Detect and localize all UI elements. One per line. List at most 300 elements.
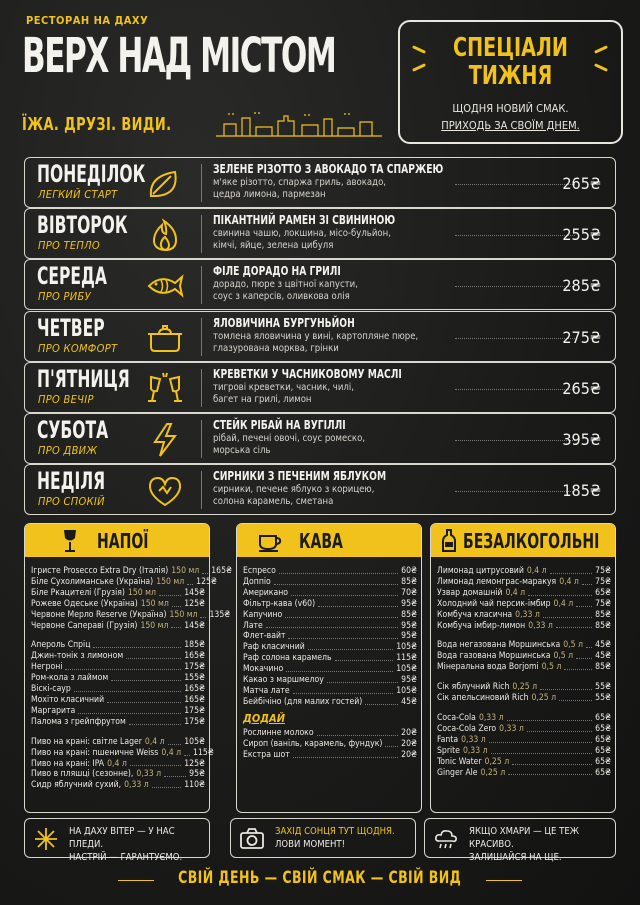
dish-desc-line: багет на грилі, лимон (213, 393, 312, 405)
divider (201, 471, 202, 509)
item-price: 65₴ (595, 587, 611, 598)
item-name: Какао з маршмелоу (243, 675, 324, 686)
menu-item (31, 651, 205, 662)
dot-leader (491, 746, 593, 754)
divider (201, 369, 202, 407)
specials-title-line2: ТИЖНЯ (468, 61, 553, 91)
item-price: 60₴ (401, 566, 417, 576)
dish-price: 185₴ (562, 481, 601, 501)
item-qty: 150 мл (171, 566, 200, 576)
dot-leader (159, 588, 181, 596)
item-qty: 0,25 л (512, 682, 538, 693)
dot-leader (172, 599, 181, 607)
dot-leader (266, 621, 398, 629)
item-qty: 0,33 л (499, 723, 524, 734)
dot-leader (286, 664, 393, 672)
item-price: 65₴ (595, 756, 611, 767)
item-qty: 0,25 л (484, 756, 510, 767)
specials-sub-line2: ПРИХОДЬ ЗА СВОЇМ ДНЕМ. (441, 119, 580, 132)
item-name: Матча лате (243, 685, 290, 696)
skyline-icon (214, 110, 384, 138)
item-qty: 0,33 л (478, 712, 504, 723)
item-price: 65₴ (595, 712, 611, 723)
drinks-header (25, 524, 209, 557)
item-name: Джин-тонік з лимоном (31, 651, 124, 662)
dot-leader (274, 577, 398, 585)
specials-box (398, 20, 623, 144)
item-name: Лимонад лемонграс-маракуя (437, 576, 557, 587)
footer-line-right (486, 880, 522, 881)
day-name: ВІВТОРОК (37, 211, 128, 240)
dot-leader (543, 610, 592, 618)
note-wind (24, 818, 210, 863)
item-price: 175₴ (184, 662, 205, 673)
menu-item (437, 640, 611, 651)
day-name: НЕДІЛЯ (37, 467, 106, 496)
menu-item (437, 566, 611, 577)
spacer (437, 631, 611, 640)
item-name: Холодний чай персик-імбир (437, 598, 551, 609)
dish-desc-line: тигрові креветки, часник, чилі, (213, 381, 354, 393)
item-price: 85₴ (401, 576, 417, 587)
item-qty: 0,25 л (480, 767, 506, 778)
leaf-icon (145, 166, 185, 202)
item-name: Пиво на крані: світле Lager (31, 736, 142, 747)
dish-desc-line: кімчі, яйце, зелена цибуля (213, 240, 334, 252)
item-price: 65₴ (595, 745, 611, 756)
item-name: Tonic Water (437, 756, 482, 767)
item-price: 175₴ (184, 705, 205, 716)
dish-name: СИРНИКИ З ПЕЧЕНИМ ЯБЛУКОМ (213, 469, 387, 484)
item-qty: 0,4 л (107, 758, 127, 769)
menu-item (437, 588, 611, 599)
item-price: 175₴ (184, 716, 205, 727)
item-qty: 0,33 л (136, 769, 162, 780)
dish-name: ПІКАНТНИЙ РАМЕН ЗІ СВИНИНОЮ (213, 213, 396, 228)
menu-item (31, 588, 205, 599)
dot-leader (327, 675, 398, 683)
spacer (437, 704, 611, 713)
menu-item (243, 599, 417, 610)
item-price: 95₴ (401, 620, 417, 631)
item-price: 135₴ (209, 609, 231, 620)
coffee-list (243, 566, 417, 761)
dish-price: 285₴ (562, 276, 601, 296)
menu-item (437, 768, 611, 779)
item-qty: 0,5 л (541, 662, 562, 673)
menu-item (437, 662, 611, 673)
item-name: Раф солона карамель (243, 653, 332, 664)
item-name: Віскі-саур (31, 684, 71, 695)
menu-item (31, 599, 205, 610)
bottle-icon (441, 529, 457, 553)
item-name: Апероль Спріц (31, 640, 91, 651)
item-name: Червоне Сапераві (Грузія) (31, 620, 138, 631)
item-name: Рожеве Одеське (Україна) (31, 598, 138, 609)
drinks-section (24, 523, 232, 813)
item-name: Еспресо (243, 566, 276, 576)
week-row (24, 362, 616, 413)
item-price: 95₴ (401, 675, 417, 686)
menu-item (31, 684, 205, 695)
dish-description (213, 433, 443, 457)
item-qty: 150 мл (140, 598, 169, 609)
dot-leader (507, 713, 593, 721)
day-subtitle: ПРО ДВИЖ (38, 444, 98, 457)
dot-leader (293, 750, 398, 758)
drinks-list (31, 566, 232, 791)
dot-leader (126, 651, 181, 659)
divider (201, 318, 202, 356)
menu-item (31, 695, 205, 706)
pot-icon (145, 320, 185, 356)
item-price: 55₴ (595, 693, 611, 704)
menu-item (243, 566, 417, 577)
item-name: Coca-Cola (437, 712, 476, 723)
week-row (24, 157, 616, 208)
dot-leader (365, 697, 398, 705)
item-name: Американо (243, 587, 289, 598)
dish-desc-line: рібай, печені овочі, соус ромеско, (213, 433, 366, 444)
item-qty: 150 мл (127, 587, 156, 598)
item-price: 70₴ (401, 587, 417, 598)
dot-leader (564, 662, 592, 670)
menu-item (437, 724, 611, 735)
item-price: 45₴ (595, 651, 611, 662)
dish-desc-line: сирники, печене яблуко з корицею, (213, 484, 375, 496)
item-name: Біле Сухолиманське (Україна) (31, 576, 154, 587)
specials-sub-line1: ЩОДНЯ НОВИЙ СМАК. (452, 102, 569, 115)
item-name: Комбуча класична (437, 609, 513, 620)
item-price: 125₴ (196, 576, 217, 587)
item-name: Екстра шот (243, 749, 290, 760)
item-price: 65₴ (595, 723, 611, 734)
dot-leader (317, 728, 399, 736)
item-price: 45₴ (595, 640, 611, 651)
item-qty: 150 мл (169, 609, 198, 620)
menu-item (243, 686, 417, 697)
dot-leader (582, 577, 592, 585)
dot-leader (65, 662, 181, 670)
dish-desc-line: дорадо, пюре з цвітної капусти, (213, 279, 358, 291)
dot-leader (202, 566, 208, 574)
dish-desc-line: морська сіль (213, 445, 271, 456)
dot-leader (455, 286, 575, 287)
dot-leader (130, 759, 181, 767)
note-line: ЗАХІД СОНЦЯ ТУТ ЩОДНЯ. (275, 826, 395, 837)
item-price: 165₴ (211, 566, 232, 576)
dish-description (213, 228, 443, 252)
item-name: Сік яблучний Rich (437, 682, 510, 693)
item-price: 95₴ (401, 598, 417, 609)
coffee-header (237, 524, 421, 557)
item-price: 165₴ (184, 684, 205, 695)
item-name: Комбуча імбир-лимон (437, 620, 526, 631)
dish-price: 395₴ (562, 430, 601, 449)
dot-leader (171, 621, 181, 629)
item-price: 115₴ (193, 747, 214, 758)
item-qty: 0,33 л (462, 745, 488, 756)
day-subtitle: ПРО РИБУ (38, 290, 91, 304)
menu-item (243, 642, 417, 653)
item-name: Палома з грейпфрутом (31, 716, 126, 727)
specials-title (420, 34, 601, 90)
dot-leader (335, 653, 394, 661)
item-qty: 0,4 л (526, 566, 547, 576)
coffee-title: КАВА (299, 529, 343, 553)
item-qty: 0,33 л (124, 780, 149, 791)
week-row (24, 259, 616, 310)
page-title: ВЕРХ НАД МІСТОМ (22, 28, 336, 84)
day-subtitle: ПРО СПОКІЙ (38, 495, 105, 509)
dish-price: 255₴ (562, 225, 601, 245)
item-name: Негроні (31, 662, 63, 673)
item-name: Ром-кола з лаймом (31, 673, 109, 684)
dot-leader (291, 588, 398, 596)
dot-leader (279, 566, 398, 574)
menu-item (437, 746, 611, 757)
week-row (24, 464, 616, 515)
menu-item (31, 662, 205, 673)
item-price: 145₴ (184, 587, 205, 598)
footer-slogan (0, 868, 640, 888)
item-name: Мокачино (243, 664, 284, 675)
item-price: 95₴ (401, 631, 417, 642)
menu-item (243, 631, 417, 642)
item-price: 85₴ (595, 609, 611, 620)
cheers-icon (145, 371, 185, 407)
item-price: 20₴ (401, 749, 417, 760)
day-name: СЕРЕДА (37, 262, 107, 291)
dot-leader (111, 673, 181, 681)
specials-subtitle (400, 100, 621, 134)
item-name: Sprite (437, 745, 460, 756)
menu-item (243, 675, 417, 686)
dot-leader (107, 695, 181, 703)
item-price: 105₴ (396, 642, 417, 653)
menu-item (243, 739, 417, 750)
note-line: НА ДАХУ ВІТЕР — У НАС ПЛЕДИ. (69, 826, 175, 850)
item-qty: 0,33 л (528, 620, 553, 631)
day-name: ПОНЕДІЛОК (37, 160, 146, 188)
item-price: 145₴ (184, 620, 205, 631)
dot-leader (559, 693, 592, 701)
menu-item (31, 673, 205, 684)
dot-leader (184, 748, 190, 756)
dot-leader (455, 235, 575, 236)
item-price: 165₴ (184, 694, 205, 705)
note-line: ЯКЩО ХМАРИ — ЦЕ ТЕЖ КРАСИВО. (469, 826, 579, 850)
spacer (31, 631, 205, 640)
note-wind-text (69, 825, 207, 864)
dish-description (213, 484, 443, 508)
menu-item (31, 717, 205, 728)
menu-item (31, 759, 205, 770)
item-name: Фільтр-кава (v60) (243, 598, 316, 609)
drinks-title: НАПОЇ (97, 529, 149, 553)
soft-drinks-title: БЕЗАЛКОГОЛЬНІ (463, 529, 600, 553)
specials-title-line1: СПЕЦІАЛИ (452, 33, 568, 63)
dot-leader (152, 780, 182, 788)
menu-item (31, 737, 205, 748)
week-row (24, 208, 616, 259)
item-price: 95₴ (189, 769, 205, 780)
day-subtitle: ПРО ВЕЧІР (38, 392, 94, 406)
item-price: 20₴ (401, 738, 417, 749)
dot-leader (455, 440, 575, 441)
item-price: 85₴ (595, 620, 611, 631)
dot-leader (318, 599, 398, 607)
dot-leader (168, 737, 182, 745)
item-name: Coca-Cola Zero (437, 723, 497, 734)
dot-leader (93, 640, 181, 648)
menu-item (31, 576, 217, 588)
menu-item (31, 747, 214, 759)
item-name: Узвар домашній (437, 587, 503, 598)
item-price: 75₴ (595, 598, 611, 609)
lightning-icon (145, 422, 185, 458)
wine-glass-icon (59, 529, 81, 553)
item-price: 155₴ (184, 673, 205, 684)
dot-leader (164, 769, 186, 777)
dish-description (213, 177, 443, 201)
dot-leader (455, 389, 575, 390)
dish-name: ФІЛЕ ДОРАДО НА ГРИЛІ (213, 264, 341, 279)
item-price: 105₴ (184, 736, 205, 747)
menu-item (437, 610, 611, 621)
dot-leader (129, 717, 181, 725)
cloud-rain-icon (433, 826, 459, 852)
item-name: Вода негазована Моршинська (437, 640, 561, 651)
menu-item (437, 693, 611, 704)
dot-leader (78, 706, 181, 714)
fish-icon (145, 268, 185, 304)
addons-title: ДОДАЙ (243, 711, 285, 725)
menu-item (437, 682, 611, 693)
item-price: 55₴ (595, 682, 611, 693)
item-qty: 0,4 л (559, 576, 579, 587)
menu-item (31, 640, 205, 651)
note-line: ЛОВИ МОМЕНТ! (275, 839, 346, 850)
menu-item (31, 566, 232, 577)
menu-item (243, 653, 417, 664)
week-row (24, 413, 616, 464)
day-subtitle: ПРО КОМФОРТ (38, 341, 118, 355)
item-name: Лате (243, 620, 263, 631)
menu-item (243, 728, 417, 739)
soft-drinks-header (431, 524, 615, 557)
dot-leader (576, 651, 592, 659)
item-name: Ginger Ale (437, 767, 478, 778)
dish-desc-line: соус з каперсів, оливкова олія (213, 291, 350, 303)
note-line: ЗАЛИШАЙСЯ НА ЩЕ. (469, 852, 562, 863)
soft-drinks-section (430, 523, 616, 813)
dot-leader (512, 757, 592, 765)
item-qty: 0,25 л (531, 693, 557, 704)
coffee-section (236, 523, 422, 813)
dot-leader (550, 566, 593, 574)
dot-leader (288, 631, 398, 639)
item-name: Червоне Мерло Reserve (Україна) (31, 609, 167, 620)
dot-leader (285, 610, 398, 618)
item-qty: 0,5 л (563, 640, 583, 651)
menu-item (437, 713, 611, 724)
day-name: СУБОТА (37, 416, 109, 444)
item-name: Доппіо (243, 576, 271, 587)
menu-item (243, 750, 417, 761)
item-qty: 0,5 л (553, 651, 574, 662)
dish-price: 265₴ (562, 174, 601, 193)
menu-item (31, 769, 205, 780)
dot-leader (556, 621, 592, 629)
item-name: Капучино (243, 609, 283, 620)
menu-item (437, 599, 611, 610)
item-name: Вода газована Моршинська (437, 651, 551, 662)
dot-leader (455, 184, 575, 185)
divider (201, 266, 202, 304)
flame-icon (145, 217, 185, 253)
day-name: П'ЯТНИЦЯ (37, 364, 130, 393)
menu-item (437, 757, 611, 768)
dish-desc-line: м'яке різотто, спаржа гриль, авокадо, (213, 177, 387, 188)
item-name: Ігристе Prosecco Extra Dry (Італія) (31, 566, 169, 576)
dot-leader (308, 642, 393, 650)
divider (201, 215, 202, 253)
item-qty: 150 мл (156, 576, 185, 587)
dot-leader (385, 739, 398, 747)
dish-description (213, 382, 443, 406)
dish-desc-line: глазурована морква, грінки (213, 342, 339, 354)
dot-leader (527, 724, 592, 732)
item-name: Пиво на крані: IPA (31, 758, 105, 769)
dot-leader (200, 610, 206, 618)
item-name: Маргарита (31, 705, 76, 716)
dot-leader (528, 588, 592, 596)
dish-name: КРЕВЕТКИ У ЧАСНИКОВОМУ МАСЛІ (213, 366, 402, 381)
note-sunset-text (275, 825, 413, 851)
menu-item (437, 735, 611, 746)
item-qty: 0,4 л (505, 587, 526, 598)
note-sunset (230, 818, 416, 858)
item-price: 125₴ (184, 758, 205, 769)
item-price: 105₴ (396, 664, 417, 675)
menu-item (31, 780, 205, 791)
day-name: ЧЕТВЕР (37, 313, 105, 342)
divider (201, 420, 202, 458)
item-price: 185₴ (184, 640, 205, 651)
item-name: Мінеральна вода Borjomi (437, 662, 539, 673)
item-name: Рослинне молоко (243, 727, 314, 738)
menu-item (31, 621, 205, 632)
day-subtitle: ПРО ТЕПЛО (38, 239, 101, 253)
menu-item (437, 651, 611, 662)
item-price: 85₴ (401, 609, 417, 620)
dot-leader (455, 491, 575, 492)
item-price: 125₴ (184, 598, 205, 609)
menu-item (437, 621, 611, 632)
dish-name: СТЕЙК РІБАЙ НА ВУГІЛЛІ (213, 418, 346, 432)
heart-icon (145, 473, 185, 509)
dish-desc-line: цедра лимона, пармезан (213, 189, 326, 200)
restaurant-label: РЕСТОРАН НА ДАХУ (26, 14, 149, 27)
divider (201, 164, 202, 202)
item-name: Пиво в пляшці (сезонне), (31, 769, 134, 780)
note-clouds (424, 818, 616, 863)
item-name: Раф класичний (243, 642, 305, 653)
item-name: Мохіто класичний (31, 694, 105, 705)
dish-desc-line: свинина чашю, локшина, місо-бульйон, (213, 228, 391, 240)
item-price: 165₴ (184, 651, 205, 662)
